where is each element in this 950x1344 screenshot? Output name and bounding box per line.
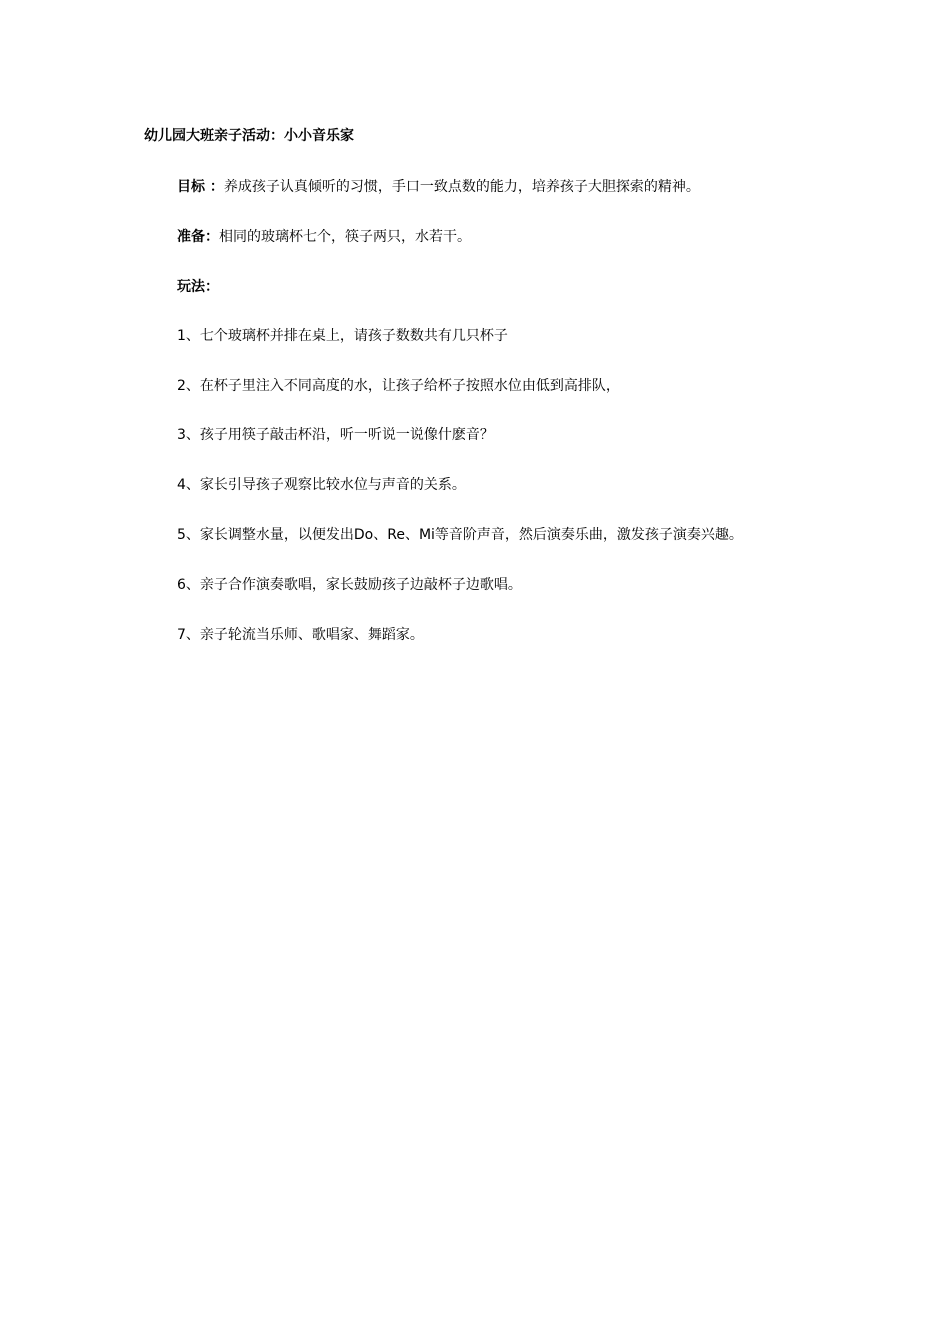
document-title: 幼儿园大班亲子活动：小小音乐家 (144, 128, 354, 144)
goal-paragraph (177, 178, 700, 196)
step-2: 2、在杯子里注入不同高度的水，让孩子给杯子按照水位由低到高排队， (177, 378, 620, 394)
step-5: 5、家长调整水量，以便发出Do、Re、Mi等音阶声音，然后演奏乐曲，激发孩子演奏兴趣。 (177, 527, 743, 543)
preparation-text: 相同的玻璃杯七个，筷子两只，水若干。 (219, 229, 471, 245)
goal-label: 目标 ： (177, 179, 224, 195)
step-4: 4、家长引导孩子观察比较水位与声音的关系。 (177, 477, 466, 493)
play-paragraph (177, 278, 219, 296)
play-label: 玩法： (177, 279, 219, 295)
step-7: 7、亲子轮流当乐师、歌唱家、舞蹈家。 (177, 627, 424, 643)
preparation-paragraph (177, 228, 471, 246)
goal-text: 养成孩子认真倾听的习惯，手口一致点数的能力，培养孩子大胆探索的精神。 (223, 179, 700, 195)
preparation-label: 准备： (177, 229, 219, 245)
step-6: 6、亲子合作演奏歌唱，家长鼓励孩子边敲杯子边歌唱。 (177, 577, 522, 593)
step-3: 3、孩子用筷子敲击杯沿，听一听说一说像什麽音？ (177, 427, 494, 443)
step-1: 1、七个玻璃杯并排在桌上，请孩子数数共有几只杯子 (177, 328, 508, 344)
